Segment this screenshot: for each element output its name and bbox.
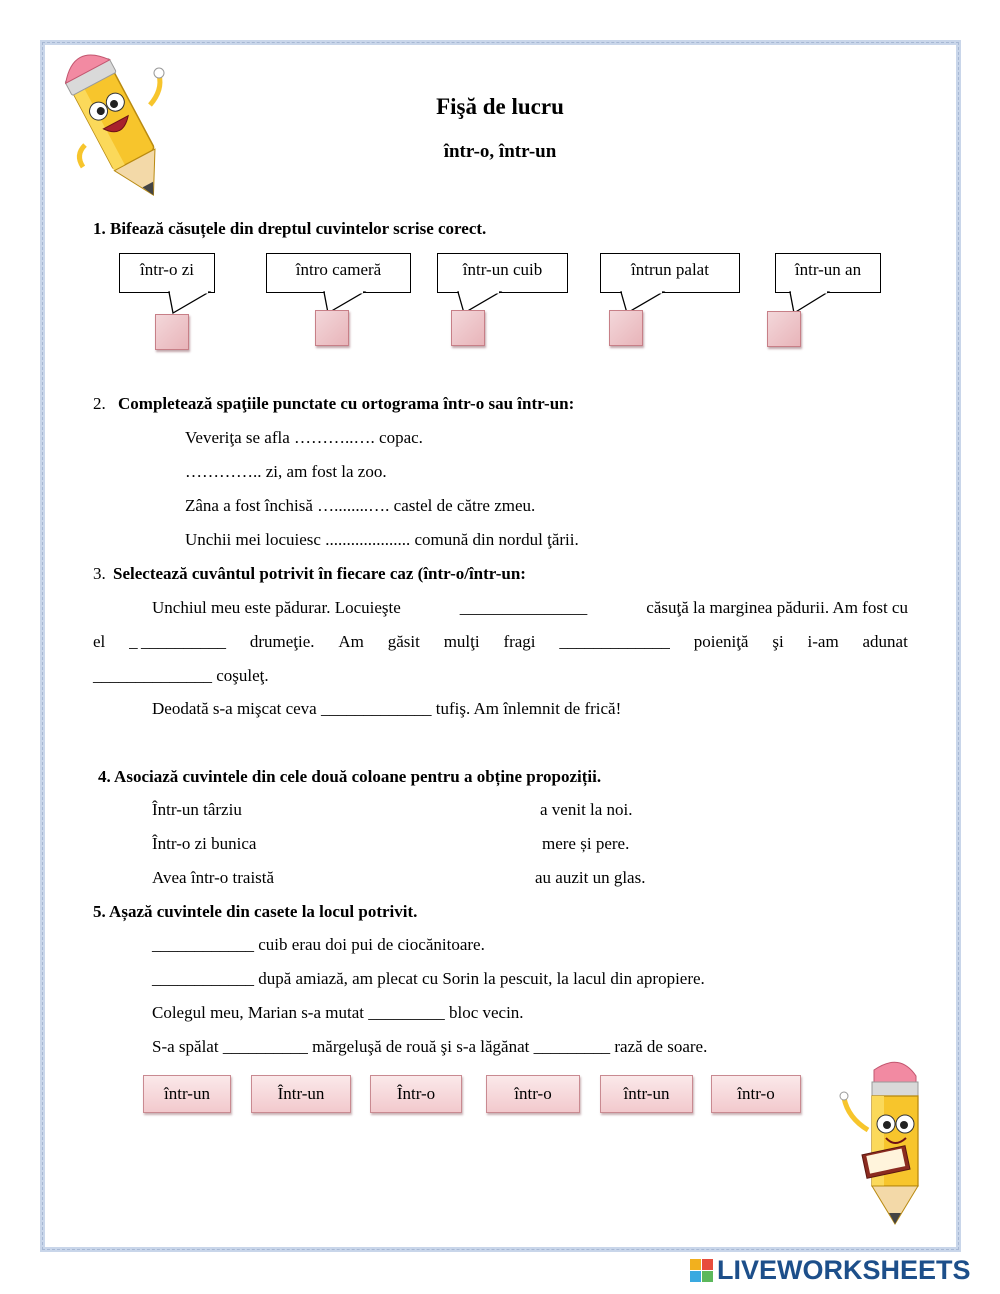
word-tile-3[interactable]: Într-o <box>370 1075 462 1113</box>
match-left-2[interactable]: Într-o zi bunica <box>152 834 257 853</box>
option-bubble-3: într-un cuib <box>437 253 568 293</box>
text-segment: mulţi <box>443 632 480 651</box>
blank-field[interactable]: _____________ <box>559 632 670 651</box>
exercise-2-instruction: Completează spaţiile punctate cu ortograma într-o sau într-un: <box>118 394 575 413</box>
text-segment: căsuţă la marginea pădurii. Am fost cu <box>646 598 908 617</box>
word-tile-2[interactable]: Într-un <box>251 1075 351 1113</box>
exercise-5-line-1: ____________ cuib erau doi pui de ciocănitoare. <box>152 935 485 954</box>
text-segment: Am <box>338 632 364 651</box>
exercise-1-instruction: 1. Bifează căsuțele din dreptul cuvintelor scrise corect. <box>93 219 487 238</box>
text-segment: fragi <box>503 632 536 651</box>
exercise-3-line-3: ______________ coşuleţ. <box>93 666 269 685</box>
text-segment: adunat <box>862 632 908 651</box>
word-tile-4[interactable]: într-o <box>486 1075 580 1113</box>
word-tile-5[interactable]: într-un <box>600 1075 693 1113</box>
checkbox-option-2[interactable] <box>315 310 349 346</box>
exercise-2-line-2: ………….. zi, am fost la zoo. <box>185 462 387 481</box>
text-segment: el <box>93 632 106 651</box>
page-title: Fişă de lucru <box>436 94 564 119</box>
exercise-2-line-1: Veveriţa se afla ………..…. copac. <box>185 428 423 447</box>
word-tile-1[interactable]: într-un <box>143 1075 231 1113</box>
exercise-3-line-4: Deodată s-a mişcat ceva _____________ tufiş. Am înlemnit de frică! <box>152 699 622 718</box>
pencil-mascot-illustration <box>55 45 180 210</box>
checkbox-option-5[interactable] <box>767 311 801 347</box>
text-segment: drumeţie. <box>249 632 315 651</box>
page-subtitle: într-o, într-un <box>443 141 557 162</box>
exercise-2-line-3: Zâna a fost închisă …........…. castel de către zmeu. <box>185 496 536 515</box>
exercise-3-number: 3. <box>93 564 106 583</box>
option-bubble-2: întro cameră <box>266 253 411 293</box>
exercise-2-number: 2. <box>93 394 106 413</box>
exercise-3-line-1 <box>152 598 908 618</box>
text-segment: Unchiul meu este pădurar. Locuieşte <box>152 598 401 617</box>
match-left-1[interactable]: Într-un târziu <box>152 800 242 819</box>
option-bubble-5: într-un an <box>775 253 881 293</box>
text-segment: poieniţă <box>693 632 749 651</box>
checkbox-option-3[interactable] <box>451 310 485 346</box>
exercise-5-instruction: 5. Așază cuvintele din casete la locul potrivit. <box>93 902 418 921</box>
blank-field[interactable]: _ __________ <box>129 632 227 651</box>
exercise-3-instruction: Selectează cuvântul potrivit în fiecare caz (într-o/într-un: <box>113 564 526 583</box>
exercise-5-line-2: ____________ după amiază, am plecat cu Sorin la pescuit, la lacul din apropiere. <box>152 969 705 988</box>
exercise-4-instruction: 4. Asociază cuvintele din cele două coloane pentru a obține propoziții. <box>98 767 602 786</box>
blank-field[interactable]: _______________ <box>459 598 588 617</box>
match-left-3[interactable]: Avea într-o traistă <box>152 868 275 887</box>
text-segment: i-am <box>807 632 839 651</box>
checkbox-option-1[interactable] <box>155 314 189 350</box>
exercise-2-line-4: Unchii mei locuiesc .................... comună din nordul ţării. <box>185 530 579 549</box>
exercise-5-line-3: Colegul meu, Marian s-a mutat _________ bloc vecin. <box>152 1003 524 1022</box>
option-bubble-1: într-o zi <box>119 253 215 293</box>
match-right-1[interactable]: a venit la noi. <box>540 800 633 819</box>
text-segment: găsit <box>387 632 420 651</box>
option-bubble-4: întrun palat <box>600 253 740 293</box>
liveworksheets-brand: LIVEWORKSHEETS <box>717 1255 971 1285</box>
pencil-reading-mascot-illustration <box>828 1058 928 1228</box>
exercise-5-line-4: S-a spălat __________ mărgeluşă de rouă şi s-a lăgănat _________ rază de soare. <box>152 1037 708 1056</box>
checkbox-option-4[interactable] <box>609 310 643 346</box>
liveworksheets-logo-icon <box>690 1259 714 1283</box>
text-segment: şi <box>772 632 784 651</box>
match-right-2[interactable]: mere și pere. <box>542 834 630 853</box>
word-tile-6[interactable]: într-o <box>711 1075 801 1113</box>
match-right-3[interactable]: au auzit un glas. <box>535 868 646 887</box>
exercise-3-line-2 <box>93 632 908 652</box>
